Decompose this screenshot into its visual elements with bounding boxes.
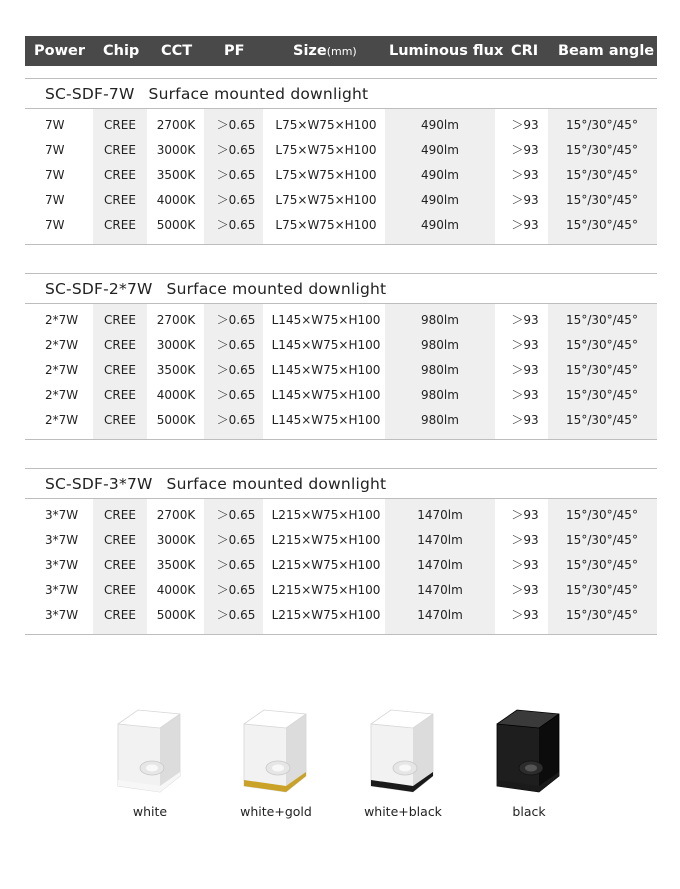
cell-beam: 15°/30°/45° (566, 218, 638, 232)
header-pf: PF (224, 43, 245, 59)
cell-power: 2*7W (45, 338, 79, 352)
lens-center (272, 765, 284, 772)
cell-cct: 2700K (156, 508, 196, 522)
section-bottom-rule (25, 244, 657, 245)
cell-cri: ＞93 (511, 338, 539, 352)
cell-power: 3*7W (45, 533, 79, 547)
cell-cri: ＞93 (511, 193, 539, 207)
finish-label: white+black (364, 804, 442, 819)
cell-beam: 15°/30°/45° (566, 388, 638, 402)
cell-flux: 490lm (421, 118, 459, 132)
cell-pf: ＞0.65 (216, 118, 256, 132)
cell-pf: ＞0.65 (216, 558, 256, 572)
cell-power: 3*7W (45, 558, 79, 572)
downlight-image (216, 700, 336, 800)
cell-cri: ＞93 (511, 363, 539, 377)
cell-beam: 15°/30°/45° (566, 413, 638, 427)
cell-flux: 1470lm (417, 583, 463, 597)
cell-cct: 4000K (156, 583, 196, 597)
downlight-image (469, 700, 589, 800)
cell-flux: 490lm (421, 143, 459, 157)
header-flux: Luminous flux (389, 43, 504, 59)
cell-power: 2*7W (45, 313, 79, 327)
cell-power: 2*7W (45, 388, 79, 402)
cell-beam: 15°/30°/45° (566, 558, 638, 572)
finish-label: black (512, 804, 546, 819)
cell-size: L145×W75×H100 (271, 413, 381, 427)
cell-cri: ＞93 (511, 118, 539, 132)
cell-cri: ＞93 (511, 533, 539, 547)
cell-chip: CREE (104, 388, 136, 402)
cell-size: L75×W75×H100 (275, 193, 377, 207)
cell-beam: 15°/30°/45° (566, 313, 638, 327)
cell-pf: ＞0.65 (216, 313, 256, 327)
cell-pf: ＞0.65 (216, 608, 256, 622)
finish-label: white (132, 804, 168, 819)
header-cri: CRI (511, 43, 539, 59)
cell-beam: 15°/30°/45° (566, 608, 638, 622)
cell-cri: ＞93 (511, 218, 539, 232)
section-title (45, 85, 368, 103)
cell-size: L145×W75×H100 (271, 388, 381, 402)
cell-chip: CREE (104, 363, 136, 377)
cell-beam: 15°/30°/45° (566, 118, 638, 132)
cell-chip: CREE (104, 193, 136, 207)
cell-chip: CREE (104, 413, 136, 427)
header-chip: Chip (103, 43, 140, 59)
cell-cri: ＞93 (511, 413, 539, 427)
cell-beam: 15°/30°/45° (566, 533, 638, 547)
header-size-label: Size (293, 43, 327, 59)
cell-power: 2*7W (45, 363, 79, 377)
cell-size: L75×W75×H100 (275, 168, 377, 182)
cell-pf: ＞0.65 (216, 168, 256, 182)
section-top-rule (25, 273, 657, 274)
cell-power: 3*7W (45, 508, 79, 522)
cell-size: L75×W75×H100 (275, 143, 377, 157)
cell-flux: 980lm (421, 313, 459, 327)
model-name: SC-SDF-3*7W (45, 475, 153, 493)
cell-pf: ＞0.65 (216, 338, 256, 352)
cell-cct: 3500K (156, 168, 196, 182)
cell-beam: 15°/30°/45° (566, 363, 638, 377)
cell-size: L75×W75×H100 (275, 118, 377, 132)
cell-cct: 5000K (156, 608, 196, 622)
cell-power: 3*7W (45, 583, 79, 597)
cell-size: L145×W75×H100 (271, 313, 381, 327)
model-name: SC-SDF-7W (45, 85, 135, 103)
cell-beam: 15°/30°/45° (566, 508, 638, 522)
section-title (45, 475, 386, 493)
lens-center (399, 765, 411, 772)
cell-flux: 490lm (421, 168, 459, 182)
cell-flux: 1470lm (417, 608, 463, 622)
section-top-rule (25, 468, 657, 469)
cell-chip: CREE (104, 168, 136, 182)
cell-cct: 3000K (156, 533, 196, 547)
cell-cri: ＞93 (511, 583, 539, 597)
cell-flux: 1470lm (417, 508, 463, 522)
cell-chip: CREE (104, 338, 136, 352)
cell-size: L215×W75×H100 (271, 508, 381, 522)
cell-pf: ＞0.65 (216, 413, 256, 427)
lens-center (525, 765, 537, 772)
cell-cct: 3500K (156, 363, 196, 377)
header-power: Power (34, 43, 85, 59)
cell-cct: 5000K (156, 413, 196, 427)
cell-flux: 490lm (421, 193, 459, 207)
cell-power: 7W (45, 168, 65, 182)
cell-size: L75×W75×H100 (275, 218, 377, 232)
cell-chip: CREE (104, 508, 136, 522)
cell-cct: 4000K (156, 193, 196, 207)
model-description: Surface mounted downlight (166, 280, 387, 298)
cell-flux: 1470lm (417, 558, 463, 572)
section-top-rule (25, 78, 657, 79)
cell-cri: ＞93 (511, 313, 539, 327)
model-description: Surface mounted downlight (148, 85, 369, 103)
section-bottom-rule (25, 439, 657, 440)
cell-cri: ＞93 (511, 508, 539, 522)
cell-power: 7W (45, 143, 65, 157)
cell-beam: 15°/30°/45° (566, 338, 638, 352)
cell-cct: 3500K (156, 558, 196, 572)
cell-pf: ＞0.65 (216, 508, 256, 522)
cell-cri: ＞93 (511, 143, 539, 157)
cell-flux: 980lm (421, 413, 459, 427)
cell-size: L215×W75×H100 (271, 608, 381, 622)
cell-cct: 3000K (156, 143, 196, 157)
cell-power: 3*7W (45, 608, 79, 622)
cell-size: L215×W75×H100 (271, 558, 381, 572)
cell-cri: ＞93 (511, 608, 539, 622)
header-size (293, 36, 357, 67)
cell-beam: 15°/30°/45° (566, 583, 638, 597)
downlight-image (343, 700, 463, 800)
finish-gallery (0, 700, 680, 880)
table-header (25, 36, 657, 66)
cell-chip: CREE (104, 118, 136, 132)
cell-flux: 490lm (421, 218, 459, 232)
cell-size: L145×W75×H100 (271, 338, 381, 352)
cell-power: 2*7W (45, 413, 79, 427)
cell-size: L215×W75×H100 (271, 583, 381, 597)
cell-power: 7W (45, 193, 65, 207)
cell-cct: 5000K (156, 218, 196, 232)
cell-beam: 15°/30°/45° (566, 193, 638, 207)
cell-pf: ＞0.65 (216, 583, 256, 597)
downlight-image (90, 700, 210, 800)
model-name: SC-SDF-2*7W (45, 280, 153, 298)
cell-flux: 980lm (421, 338, 459, 352)
cell-chip: CREE (104, 143, 136, 157)
cell-cct: 2700K (156, 118, 196, 132)
cell-pf: ＞0.65 (216, 143, 256, 157)
cell-pf: ＞0.65 (216, 193, 256, 207)
cell-beam: 15°/30°/45° (566, 168, 638, 182)
header-beam: Beam angle (558, 43, 655, 59)
cell-cri: ＞93 (511, 168, 539, 182)
cell-power: 7W (45, 218, 65, 232)
cell-beam: 15°/30°/45° (566, 143, 638, 157)
cell-size: L145×W75×H100 (271, 363, 381, 377)
lens-center (146, 765, 158, 772)
section-title (45, 280, 386, 298)
cell-chip: CREE (104, 583, 136, 597)
cell-size: L215×W75×H100 (271, 533, 381, 547)
cell-pf: ＞0.65 (216, 533, 256, 547)
cell-cct: 3000K (156, 338, 196, 352)
cell-cct: 2700K (156, 313, 196, 327)
cell-chip: CREE (104, 608, 136, 622)
cell-pf: ＞0.65 (216, 388, 256, 402)
cell-cri: ＞93 (511, 558, 539, 572)
cell-chip: CREE (104, 533, 136, 547)
cell-pf: ＞0.65 (216, 218, 256, 232)
cell-flux: 980lm (421, 363, 459, 377)
cell-power: 7W (45, 118, 65, 132)
cell-cct: 4000K (156, 388, 196, 402)
finish-label: white+gold (240, 804, 312, 819)
cell-cri: ＞93 (511, 388, 539, 402)
cell-chip: CREE (104, 218, 136, 232)
section-bottom-rule (25, 634, 657, 635)
cell-flux: 980lm (421, 388, 459, 402)
model-description: Surface mounted downlight (166, 475, 387, 493)
cell-chip: CREE (104, 313, 136, 327)
header-cct: CCT (161, 43, 193, 59)
cell-pf: ＞0.65 (216, 363, 256, 377)
cell-flux: 1470lm (417, 533, 463, 547)
header-size-unit: (mm) (326, 45, 357, 58)
cell-chip: CREE (104, 558, 136, 572)
